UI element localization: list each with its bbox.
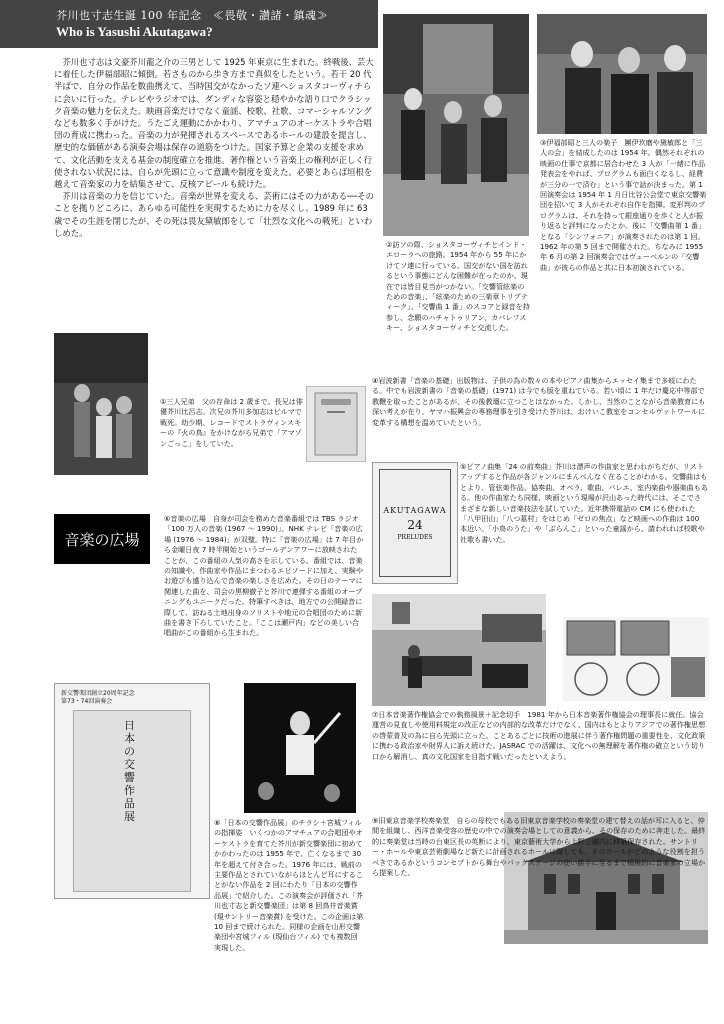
caption-3-text: ③伊福部昭と三人の楽子 團伊玖磨や黛敏郎と「三人の会」を結成したのは 1954 年。偶然それぞれの映画の仕事で京都に居合わせた 3 人が「一緒に作品発表会をやれば、プログラムも面白くなるし、経費が三分の一で済む」という事で話が決まった。第 1 回演奏会は 1954 年 1 月日比谷公会堂で東京交響楽団を招いて 3 人がそれぞれ自作を指揮。変形判のプログラムは、それを持って銀座通りを歩くと人が振り返ると評判になったとか。後に「交響曲第 1 番」となる「シンフォニア」が演奏されたのは第 1 回。1962 年の第 5 回まで開催された。ちなみに 1955 年 6 月の第 2 回演奏会ではヴェーベルンの「交響曲」が彼らの作品と共に日本初演されている。 [540,138,707,272]
photo-conductor [244,683,356,813]
book-akutagawa-label: AKUTAGAWA [383,506,447,515]
photo-shostakovich-visit [383,14,529,236]
book-24-preludes [372,462,458,584]
caption-6-text: ⑥音楽の広場 自身が司会を務めた音楽番組では TBS ラジオ「100 万人の音楽 (1967 ～ 1990)」、NHK テレビ「音楽の広場 (1976 ～ 1984)」が双璧。特に「音楽の広場」は 7 年目から金曜日夜 7 時半開始というゴールデンアワーに放映されたことが、この番組の人気の高さを示している。番組では、音楽の知識や、作曲家や作品にまつわるエピソードに加え、実験やお遊びも盛り込んで音楽の楽しさを広めた。その日のテーマに関連した曲を、司会の黒柳徹子と芥川で連弾する番組のオープニングもユニークだった。特筆すべきは、地方での公開録音に際して、訪ねる土地出身のソリストや地元の合唱団のために新曲を書き下ろしていたこと。「ここは瀬戸内」などの美しい合唱曲がこの番組から生まれた。 [164,514,364,638]
commemorative-stamps [563,617,709,701]
caption-1 [160,397,306,449]
book-24-label: 24 [407,518,423,532]
header-title-jp: 芥川也寸志生誕 100 年記念 ≪畏敬・讃諸・鎮魂≫ [56,9,328,22]
flyer-title: 日本の交響作品展 [124,719,135,823]
caption-4 [372,376,708,428]
page-header [0,0,378,48]
flyer-sub-line: 第73・74回演奏会 [61,698,113,705]
caption-2 [386,240,530,334]
intro-text [54,56,376,239]
caption-5 [460,462,708,545]
photo-three-brothers [54,333,148,475]
ongaku-no-hiroba-logo: 音楽の広場 [54,514,150,564]
caption-3 [540,138,708,273]
caption-9 [372,816,708,878]
caption-8-text: ⑧「日本の交響作品展」のチラシ＋宮城フィルの指揮姿 いくつかのアマチュアの合唱団やオーケストラを育てた芥川が新交響楽団に初めてかかわったのは 1955 年で、亡くなるまで 30 年を超えて付き合った。1976 年には、戦前の主要作品とされていながらほとんど耳にすることがない作品を 2 回にわたり「日本の交響作品展」で紹介した。この演奏会が評価され「芥川也寸志と新交響楽団」は第 8 回鳥井音楽賞 (現サントリー音楽賞) を受けた。この企画は第 10 回まで続けられた。同様の企画を山形交響楽団や宮城フィル (現仙台フィル) でも複数回実現した。 [214,818,364,952]
caption-8 [54,818,364,953]
flyer-top-line: 新交響楽団創立20周年記念 [61,690,135,697]
caption-7 [372,710,708,762]
intro-paragraph-1: 芥川也寸志は文豪芥川龍之介の三男として 1925 年東京に生まれた。終戦後、芸大に着任した伊福部昭に傾倒。若さものから歩き方まで真似をしたという。若干 20 代半ばで、自分の作品を数曲携えて、当時国交がなかったソ連へショスタコーヴィチらに会いに行った。テレビやラジオでは、ダンディな容姿と穏やかな語り口でクラシック音楽の魅力を伝えた。映画音楽だけでなく童謡、校歌、社歌、コマーシャルソングなども数多く手がけた。うたごえ運動にかかわり、アマチュアのオーケストラや合唱団の育成に携わった。音楽の力が発揮されるスペースであるホールの建設を提言し、歴史的な価値がある演奏会場は保存の道筋をつけた。国家予算と企業の支援を求めて、文化活動を支える基金の制度確立を推進。著作権という音楽上の権利が正しく行使されない状況には、自らが先頭に立って意識や制度を変えた。必要とあらば垣根を越えて音楽家の力を結集させて、反核アピールも続けた。 [54,57,374,190]
photo-three-composers [537,14,707,134]
caption-9-text: ⑨旧東京音楽学校奏楽堂 自らの母校でもある旧東京音楽学校の奏楽堂の建て替えの話が耳に入ると、仲間を組織し、西洋音楽受容の歴史の中での演奏会場としての意義から、その保存のために奔走した。最終的に奏楽堂は当時の台東区長の英断により、東京藝術大学から上野公園内に移築保存された。サントリー・ホールや東京芸術劇場など新たに計画されるホールに際しても、そのホールがどのような役割を担うべきであるかというコンセプトから舞台やバックステージの使い勝手に至るまで積極的に音楽家の立場から提案した。 [372,816,706,878]
caption-1-text: ①三人兄弟 父の存命は 2 歳まで。長兄は俳優芥川比呂志。次兄の芥川多加志はビルマで戦死。幼少期、レコードでストラヴィンスキーの『火の鳥』をかけながら兄弟で「アマゾンごっこ」をしていた。 [160,397,303,448]
caption-6 [54,514,364,639]
book-ongaku-no-kiso [306,386,366,462]
intro-paragraph-2: 芥川は音楽の力を信じていた。音楽が世界を変える、芸術にはその力がある──そのことを拠りどころに、あらゆる可能性を実現するために力を尽くし、1989 年に 63 歳でその生涯を閉じたが、その死は畏友黛敏郎をして「壮烈な文化への戦死」といわしめた。 [54,191,374,238]
header-title-en: Who is Yasushi Akutagawa? [56,24,213,39]
caption-2-text: ②訪ソの際、ショスタコーヴィチとインド・エローラへの旅路。1954 年から 55 年にかけてソ連に行っている。国交がない国を訪れるという事態にどんな困難が在ったのか、現在では皆目見当がつかない。「交響管絃楽のための音楽」、「絃楽のための三楽章トリプティーク」、「交響曲 1 番」のスコアと録音を持参し、念願のハチャトゥリアン、カバレフスキー、ショスタコーヴィチと交流した。 [386,240,530,333]
photo-jasrac-office [372,594,546,706]
caption-4-text: ④岩波新書「音楽の基礎」出版物は、子供の為の数々の本やピアノ曲集からエッセイ集まで多岐にわたる。中でも岩波新書の「音楽の基礎」(1971) は今でも版を重ねている。若い頃に 1 年だけ慶応中等部で教鞭を取ったことがあるが、その後教壇に立つことはなかった。しかし、当然のことながら音楽教育にも深い考えが在り、ヤマハ振興会の専務理事を引き受けた芥川は、おけいこ教室をコンセルヴァトワールに変革する構想を温めていたという。 [372,376,706,427]
book-preludes-label: PRELUDES [397,534,433,541]
caption-7-text: ⑦日本音楽著作権協会での執務風景＋記念切手 1981 年から日本音楽著作権協会の理事長に就任。協会運営の見直しや使用料規定の改正などの内部的な改革だけでなく、国内はもとよりアジアでの著作権思想の啓蒙普及の為に自ら先頭に立った。ことあるごとに技術の進展に伴う著作権問題の重要性を、文化政策に携わる政治家や財界人に訴え続けた。JASRAC での活躍は、文化への無理解を著作権の確立という切り口から解消し、真の文化国家を目指す戦いだったといえよう。 [372,710,706,761]
caption-5-text: ⑤ピアノ曲集「24 の前奏曲」芥川は漂声の作曲家と思われがちだが、リストアップすると作品が各ジャンルにまんべんなく在ることがわかる。交響曲はもとより、管弦楽作品、協奏曲、オペラ、歌曲、バレエ、室内楽曲や器楽曲もある。他の作曲家たち同様、映画という現場が沢山あった時代には、そこでさまざまな新しい音楽技法を試していた。近年携帯電話の CM にも使われた「八甲田山」「八つ墓村」をはじめ「ゼロの焦点」など映画への作曲は 100 本近い。「小鳥のうた」や「ぶらんこ」といった童謡から、請われれば校歌や社歌も書いた。 [460,462,708,544]
